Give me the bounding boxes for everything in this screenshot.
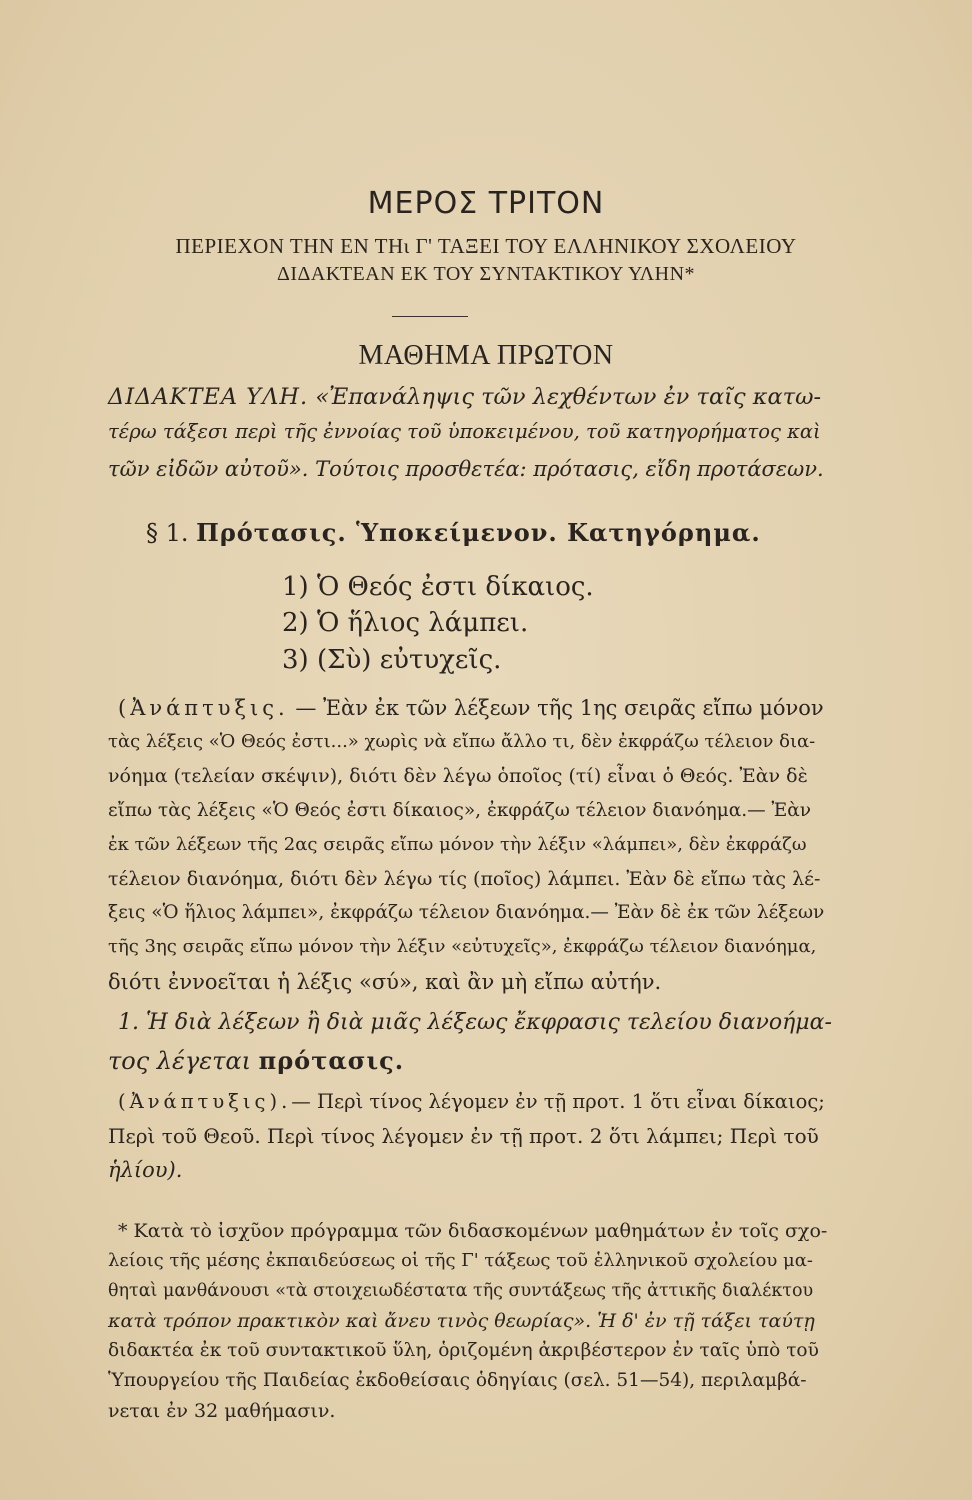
divider: [392, 316, 468, 317]
analysis2-line-1: (Ἀνάπτυξις).— Περὶ τίνος λέγομεν ἐν τῇ προτ. 1 ὅτι εἶναι δίκαιος;: [118, 1090, 825, 1113]
material-line-1: [108, 384, 822, 410]
material-line-3: τῶν εἰδῶν αὐτοῦ». Τούτοις προσθετέα: πρότασις, εἴδη προτάσεων.: [108, 457, 824, 481]
rule-1-term: πρότασις.: [258, 1046, 405, 1075]
analysis2-label: (Ἀνάπτυξις).: [118, 1090, 292, 1113]
footnote-line-6: Ὑπουργείου τῆς Παιδείας ἐκδοθείσαις ὁδηγίαις (σελ. 51—54), περιλαμβά-: [108, 1370, 807, 1391]
analysis-line-5: ἐκ τῶν λέξεων τῆς 2ας σειρᾶς εἴπω μόνον τὴν λέξιν «λάμπει», δὲν ἐκφράζω: [108, 834, 807, 855]
analysis-line-8: τῆς 3ης σειρᾶς εἴπω μόνον τὴν λέξιν «εὐτυχεῖς», ἐκφράζω τέλειον διανόημα,: [108, 936, 817, 957]
analysis-line-4: εἴπω τὰς λέξεις «Ὁ Θεός ἐστι δίκαιος», ἐκφράζω τέλειον διανόημα.— Ἐὰν: [108, 800, 812, 821]
analysis-line-6: τέλειον διανόημα, διότι δὲν λέγω τίς (ποῖος) λάμπει. Ἐὰν δὲ εἴπω τὰς λέ-: [108, 868, 821, 890]
analysis-line-3: νόημα (τελείαν σκέψιν), διότι δὲν λέγω ὁποῖος (τί) εἶναι ὁ Θεός. Ἐὰν δὲ: [108, 765, 808, 787]
footnote-line-2: λείοις τῆς μέσης ἐκπαιδεύσεως οἱ τῆς Γ' τάξεως τοῦ ἑλληνικοῦ σχολείου μα-: [108, 1250, 813, 1271]
lesson-title: ΜΑΘΗΜΑ ΠΡΩΤΟΝ: [358, 340, 614, 371]
analysis2-line-2: Περὶ τοῦ Θεοῦ. Περὶ τίνος λέγομεν ἐν τῇ προτ. 2 ὅτι λάμπει; Περὶ τοῦ: [108, 1124, 819, 1148]
analysis-line-1: (Ἀνάπτυξις. — Ἐὰν ἐκ τῶν λέξεων τῆς 1ης σειρᾶς εἴπω μόνον: [118, 696, 824, 720]
material-line-2: τέρω τάξεσι περὶ τῆς ἐννοίας τοῦ ὑποκειμένου, τοῦ κατηγορήματος καὶ: [108, 420, 821, 443]
analysis-line-2: τὰς λέξεις «Ὁ Θεός ἐστι...» χωρὶς νὰ εἴπω ἄλλο τι, δὲν ἐκφράζω τέλειον δια-: [108, 731, 816, 752]
analysis2-line-3: ἡλίου).: [108, 1158, 183, 1182]
example-2: 2) Ὁ ἥλιος λάμπει.: [282, 608, 529, 638]
footnote-line-5: διδακτέα ἐκ τοῦ συντακτικοῦ ὕλη, ὁριζομένη ἀκριβέστερον ἐν ταῖς ὑπὸ τοῦ: [108, 1340, 819, 1361]
rule-1-line-1: 1. Ἡ διὰ λέξεων ἢ διὰ μιᾶς λέξεως ἔκφρασις τελείου διανοήμα-: [118, 1010, 832, 1035]
analysis-label: (Ἀνάπτυξις.: [118, 696, 289, 720]
rule-1-line-2: τος λέγεται πρότασις.: [108, 1046, 405, 1075]
section-mark: § 1.: [146, 519, 189, 547]
analysis-line-7: ξεις «Ὁ ἥλιος λάμπει», ἐκφράζω τέλειον διανόημα.— Ἐὰν δὲ ἐκ τῶν λέξεων: [108, 902, 825, 923]
section-heading-text: Πρότασις. Ὑποκείμενον. Κατηγόρημα.: [196, 518, 761, 547]
subtitle-line-2: ΔΙΔΑΚΤΕΑΝ ΕΚ ΤΟΥ ΣΥΝΤΑΚΤΙΚΟΥ ΥΛΗΝ*: [276, 263, 696, 285]
analysis-line-9: διότι ἐννοεῖται ἡ λέξις «σύ», καὶ ἂν μὴ εἴπω αὐτήν.: [108, 970, 662, 994]
example-3: 3) (Σὺ) εὐτυχεῖς.: [282, 645, 502, 675]
subtitle-line-1: ΠΕΡΙΕΧΟΝ ΤΗΝ ΕΝ ΤΗι Γ' ΤΑΞΕΙ ΤΟΥ ΕΛΛΗΝΙΚΟΥ ΣΧΟΛΕΙΟΥ: [175, 234, 797, 258]
footnote-line-7: νεται ἐν 32 μαθήμασιν.: [108, 1400, 336, 1422]
material-text-1: «Ἐπανάληψις τῶν λεχθέντων ἐν ταῖς κατω-: [315, 384, 822, 410]
example-1: 1) Ὁ Θεός ἐστι δίκαιος.: [282, 572, 594, 602]
rule-1-number: 1.: [118, 1010, 139, 1035]
part-title: ΜΕΡΟΣ ΤΡΙΤΟΝ: [367, 186, 605, 221]
section-heading: [146, 518, 846, 547]
footnote-line-1: * Κατὰ τὸ ἰσχῦον πρόγραμμα τῶν διδασκομένων μαθημάτων ἐν τοῖς σχο-: [118, 1220, 828, 1242]
footnote-line-3: θηταὶ μανθάνουσι «τὰ στοιχειωδέστατα τῆς συντάξεως τῆς ἀττικῆς διαλέκτου: [108, 1281, 814, 1301]
material-label: ΔΙΔΑΚΤΕΑ ΥΛΗ.: [108, 384, 309, 410]
footnote-line-4: κατὰ τρόπον πρακτικὸν καὶ ἄνευ τινὸς θεωρίας». Ἡ δ' ἐν τῇ τάξει ταύτῃ: [108, 1310, 815, 1332]
